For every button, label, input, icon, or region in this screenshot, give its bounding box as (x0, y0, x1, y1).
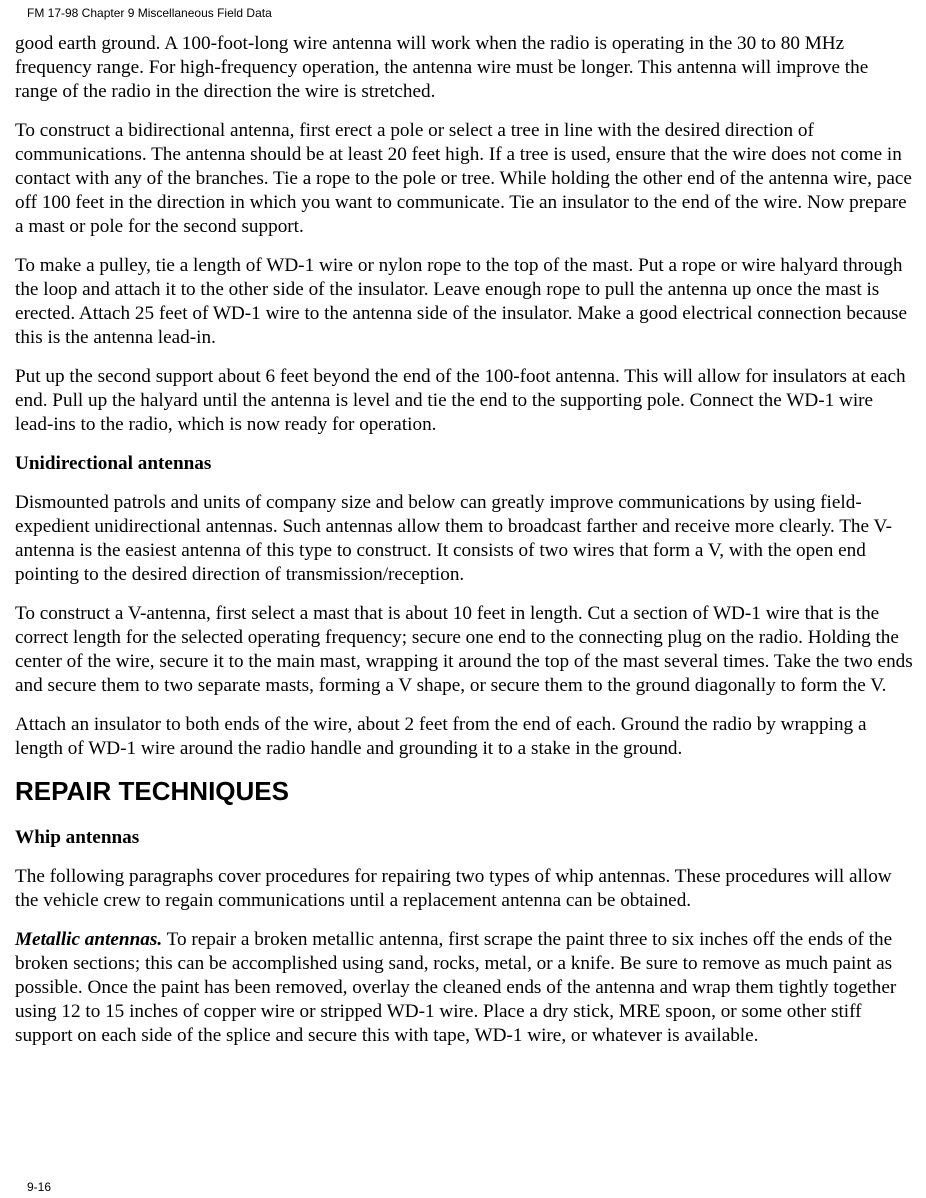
unidirectional-heading: Unidirectional antennas (15, 453, 212, 474)
paragraph-insulator-ground: Attach an insulator to both ends of the wire, about 2 feet from the end of each. Ground the radio by wrapping a length of WD-1 wire around the radio handle and grounding it to a stake in the ground. (15, 714, 867, 759)
paragraph-metallic-antennas (15, 928, 915, 1048)
paragraph-bidirectional-construction: To construct a bidirectional antenna, first erect a pole or select a tree in line with the desired direction of communications. The antenna should be at least 20 feet high. If a tree is used, ensure that the wire does not come in contact with any of the branches. Tie a rope to the pole or tree. While holding the other end of the antenna wire, pace off 100 feet in the direction in which you want to communicate. Tie an insulator to the end of the wire. Now prepare a mast or pole for the second support. (15, 120, 912, 237)
metallic-antennas-text: To repair a broken metallic antenna, first scrape the paint three to six inches off the ends of the broken sections; this can be accomplished using sand, rocks, metal, or a knife. Be sure to remove as much paint as possible. Once the paint has been removed, overlay the cleaned ends of the antenna and wrap them tightly together using 12 to 15 inches of copper wire or stripped WD-1 wire. Place a dry stick, MRE spoon, or some other stiff support on each side of the splice and secure this with tape, WD-1 wire, or whatever is available. (15, 929, 897, 1046)
metallic-antennas-lead-in: Metallic antennas. (15, 929, 163, 950)
whip-antennas-heading: Whip antennas (15, 827, 140, 848)
page-body (15, 32, 915, 1063)
repair-techniques-title: REPAIR TECHNIQUES (15, 776, 289, 806)
page-number: 9-16 (27, 1180, 52, 1194)
paragraph-pulley: To make a pulley, tie a length of WD-1 wire or nylon rope to the top of the mast. Put a rope or wire halyard through the loop and attach it to the other side of the insulator. Leave enough rope to pull the antenna up once the mast is erected. Attach 25 feet of WD-1 wire to the antenna side of the insulator. Make a good electrical connection because this is the antenna lead-in. (15, 255, 908, 348)
paragraph-whip-intro: The following paragraphs cover procedures for repairing two types of whip antennas. These procedures will allow the vehicle crew to regain communications until a replacement antenna can be obtained. (15, 866, 892, 911)
running-header: FM 17-98 Chapter 9 Miscellaneous Field Data (27, 6, 272, 20)
paragraph-earth-ground: good earth ground. A 100-foot-long wire antenna will work when the radio is operating in the 30 to 80 MHz frequency range. For high-frequency operation, the antenna wire must be longer. This antenna will improve the range of the radio in the direction the wire is stretched. (15, 33, 869, 102)
paragraph-second-support: Put up the second support about 6 feet beyond the end of the 100-foot antenna. This will allow for insulators at each end. Pull up the halyard until the antenna is level and tie the end to the supporting pole. Connect the WD-1 wire lead-ins to the radio, which is now ready for operation. (15, 366, 906, 435)
paragraph-v-antenna-construction: To construct a V-antenna, first select a mast that is about 10 feet in length. Cut a section of WD-1 wire that is the correct length for the selected operating frequency; secure one end to the connecting plug on the radio. Holding the center of the wire, secure it to the main mast, wrapping it around the top of the mast several times. Take the two ends and secure them to two separate masts, forming a V shape, or secure them to the ground diagonally to form the V. (15, 603, 913, 696)
paragraph-unidirectional-intro: Dismounted patrols and units of company size and below can greatly improve communications by using field-expedient unidirectional antennas. Such antennas allow them to broadcast farther and receive more clearly. The V-antenna is the easiest antenna of this type to construct. It consists of two wires that form a V, with the open end pointing to the desired direction of transmission/reception. (15, 492, 892, 585)
